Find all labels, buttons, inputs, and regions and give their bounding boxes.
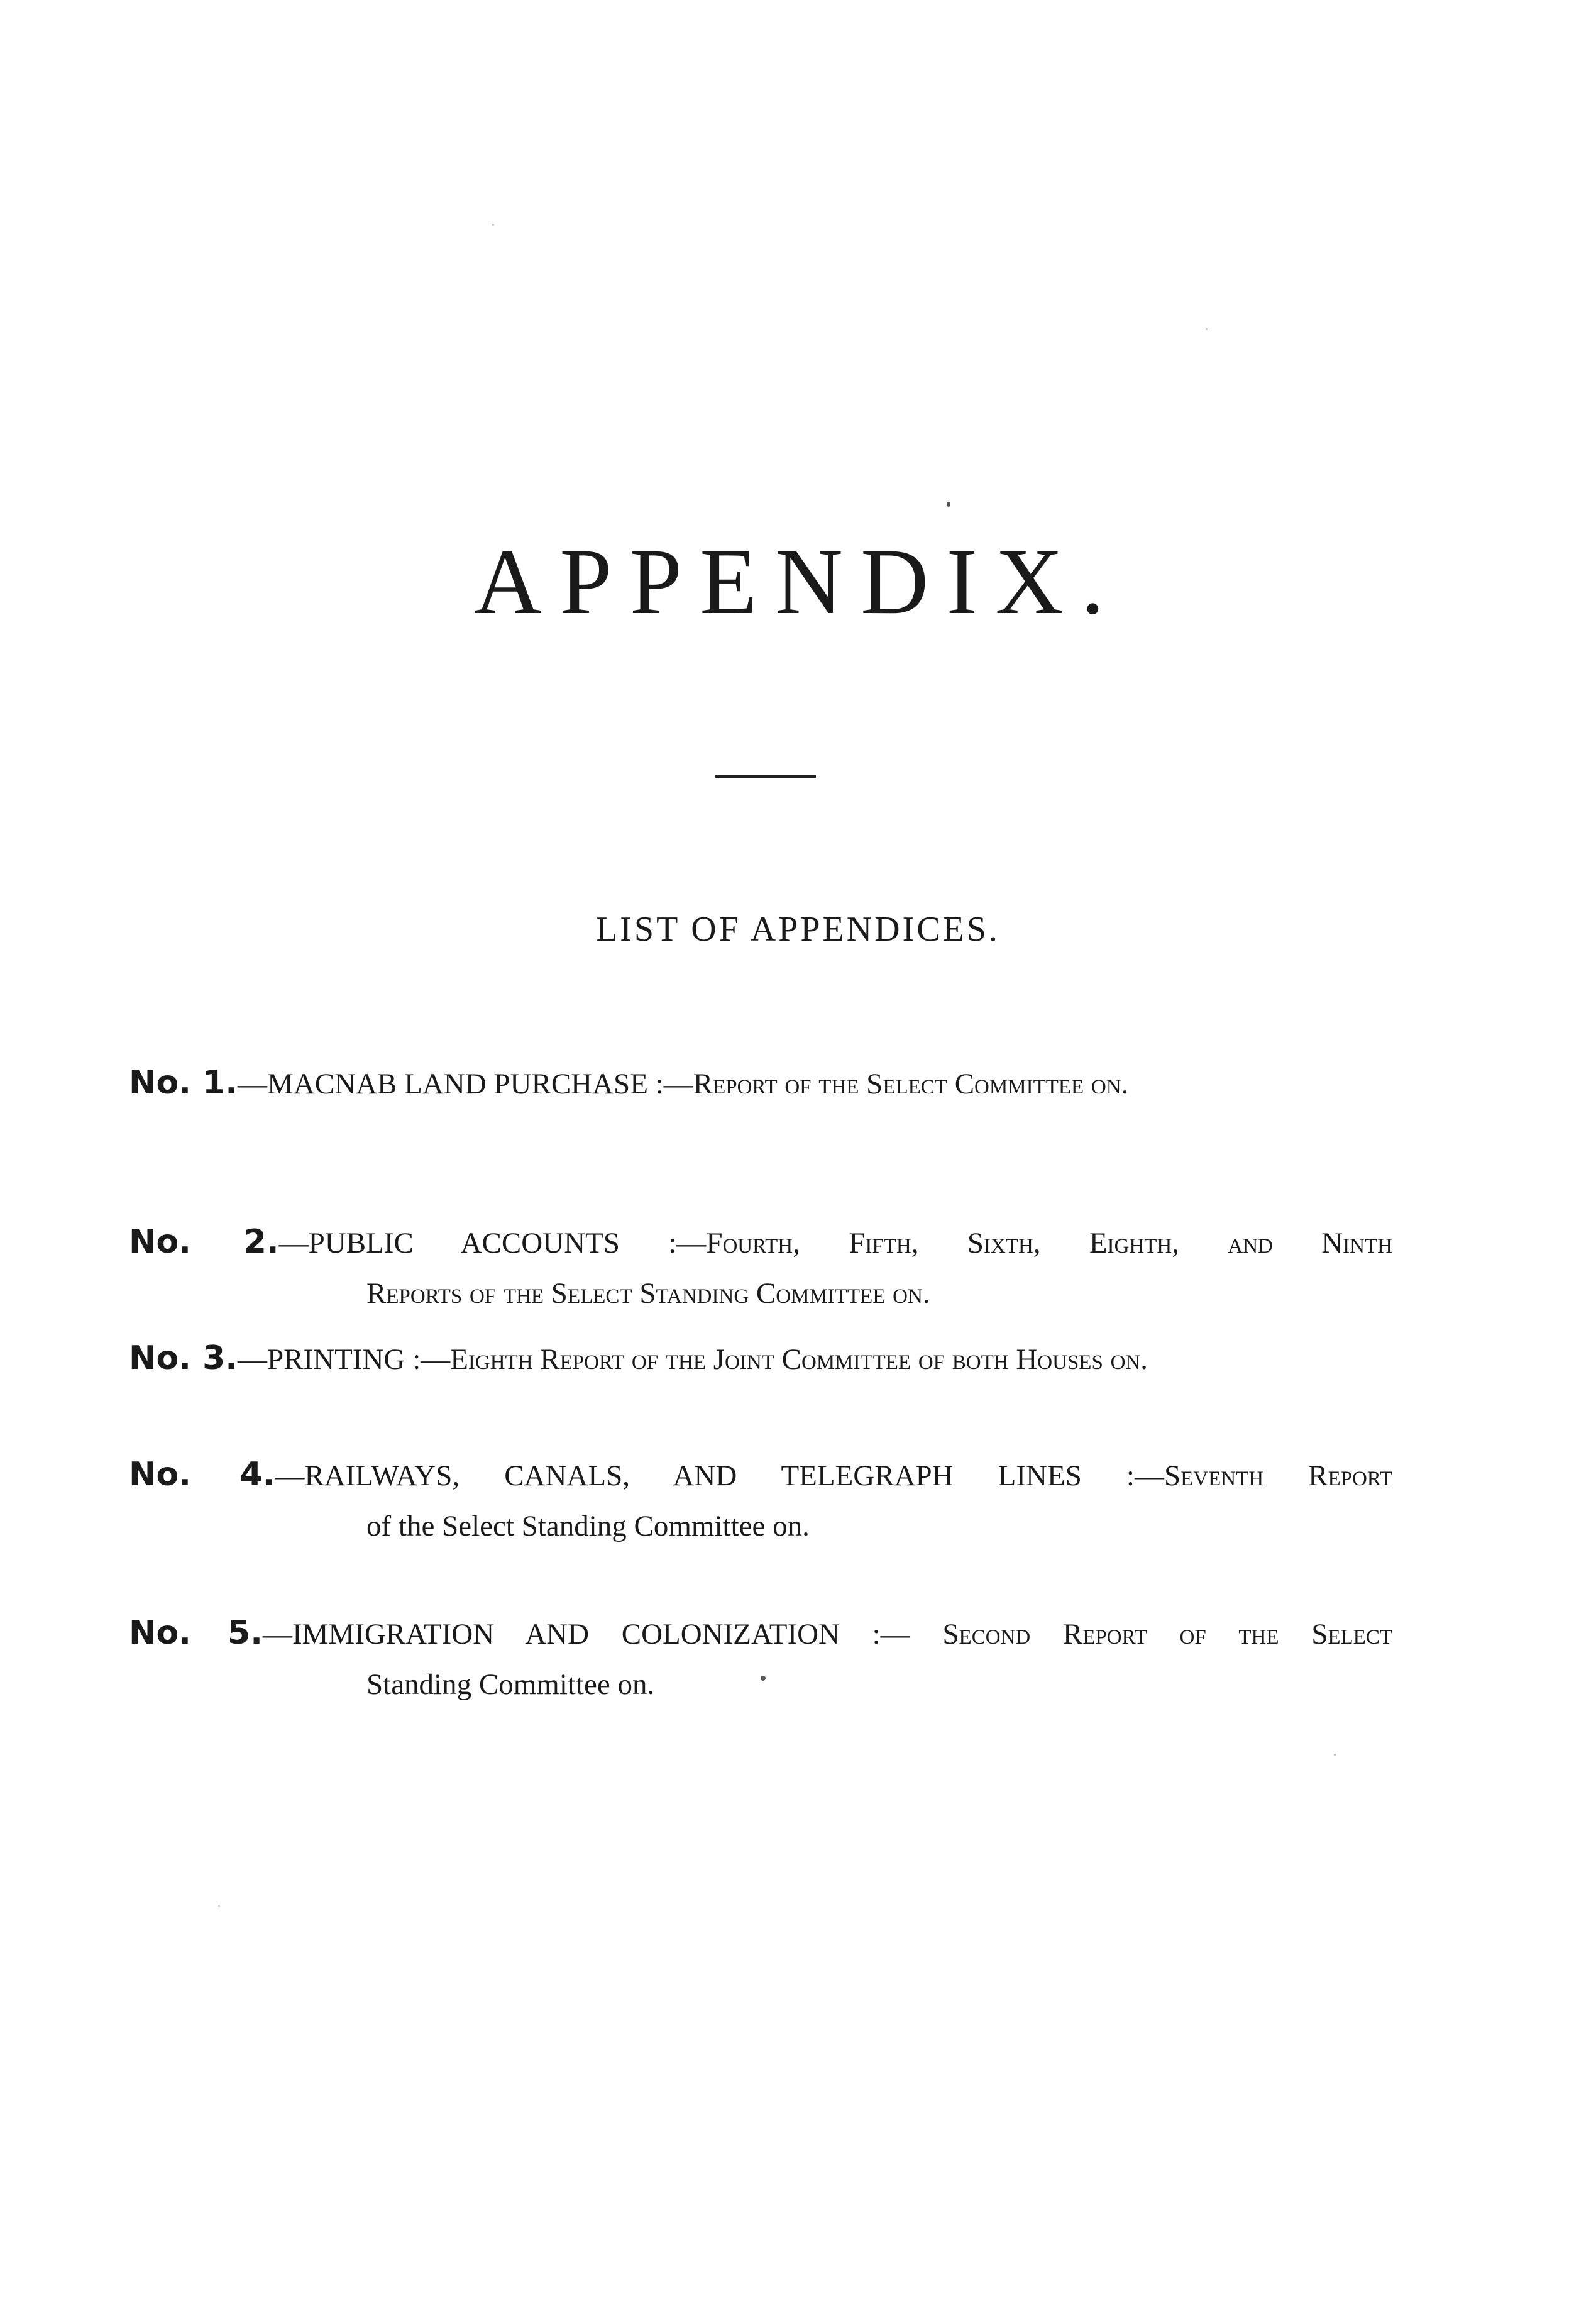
- entry-detail: Report of the Select Committee on.: [693, 1068, 1129, 1100]
- appendix-entry-1: [129, 1058, 1392, 1109]
- appendix-entry-3: [129, 1333, 1392, 1385]
- entry-detail: Seventh Report: [1164, 1459, 1392, 1492]
- scan-speck: [947, 502, 950, 507]
- entry-subject: —RAILWAYS, CANALS, AND TELEGRAPH LINES :—: [275, 1459, 1164, 1492]
- entry-detail: Fourth, Fifth, Sixth, Eighth, and Ninth: [706, 1227, 1392, 1259]
- entry-continuation: [129, 1501, 1392, 1551]
- entry-line: [129, 1608, 1392, 1659]
- entry-continuation: [129, 1268, 1392, 1319]
- entry-number: No. 4.: [129, 1456, 275, 1493]
- entry-subject: —PRINTING :—: [238, 1343, 451, 1376]
- entry-continuation-text: Reports of the Select Standing Committee on.: [366, 1277, 930, 1310]
- entry-number: No. 3.: [129, 1339, 238, 1377]
- title-divider: [715, 775, 816, 778]
- entry-subject: —PUBLIC ACCOUNTS :—: [278, 1227, 707, 1259]
- entry-continuation-text: Standing Committee on.: [366, 1668, 655, 1701]
- entry-continuation: [129, 1659, 1392, 1710]
- entry-line: [129, 1449, 1392, 1501]
- scan-speck: [492, 224, 494, 226]
- scan-speck: [761, 1676, 766, 1681]
- list-heading: LIST OF APPENDICES.: [596, 910, 1000, 949]
- scan-speck: [1206, 328, 1208, 330]
- entry-detail: Eighth Report of the Joint Committee of both Houses on.: [450, 1343, 1148, 1376]
- entry-line: [129, 1217, 1392, 1268]
- entry-subject: —IMMIGRATION AND COLONIZATION :—: [262, 1618, 943, 1651]
- appendix-entry-4: [129, 1449, 1392, 1551]
- appendix-entry-5: [129, 1608, 1392, 1710]
- entry-line: [129, 1058, 1392, 1109]
- scan-speck: [1334, 1754, 1336, 1756]
- entry-number: No. 2.: [129, 1223, 279, 1261]
- entry-continuation-text: of the Select Standing Committee on.: [366, 1510, 810, 1542]
- page-title: APPENDIX.: [473, 529, 1123, 634]
- entry-detail: Second Report of the Select: [942, 1618, 1392, 1651]
- entry-line: [129, 1333, 1392, 1385]
- entry-subject: —MACNAB LAND PURCHASE :—: [238, 1068, 693, 1100]
- scan-speck: [218, 1905, 220, 1907]
- entry-number: No. 1.: [129, 1064, 238, 1102]
- entry-number: No. 5.: [129, 1614, 263, 1652]
- appendix-entry-2: [129, 1217, 1392, 1319]
